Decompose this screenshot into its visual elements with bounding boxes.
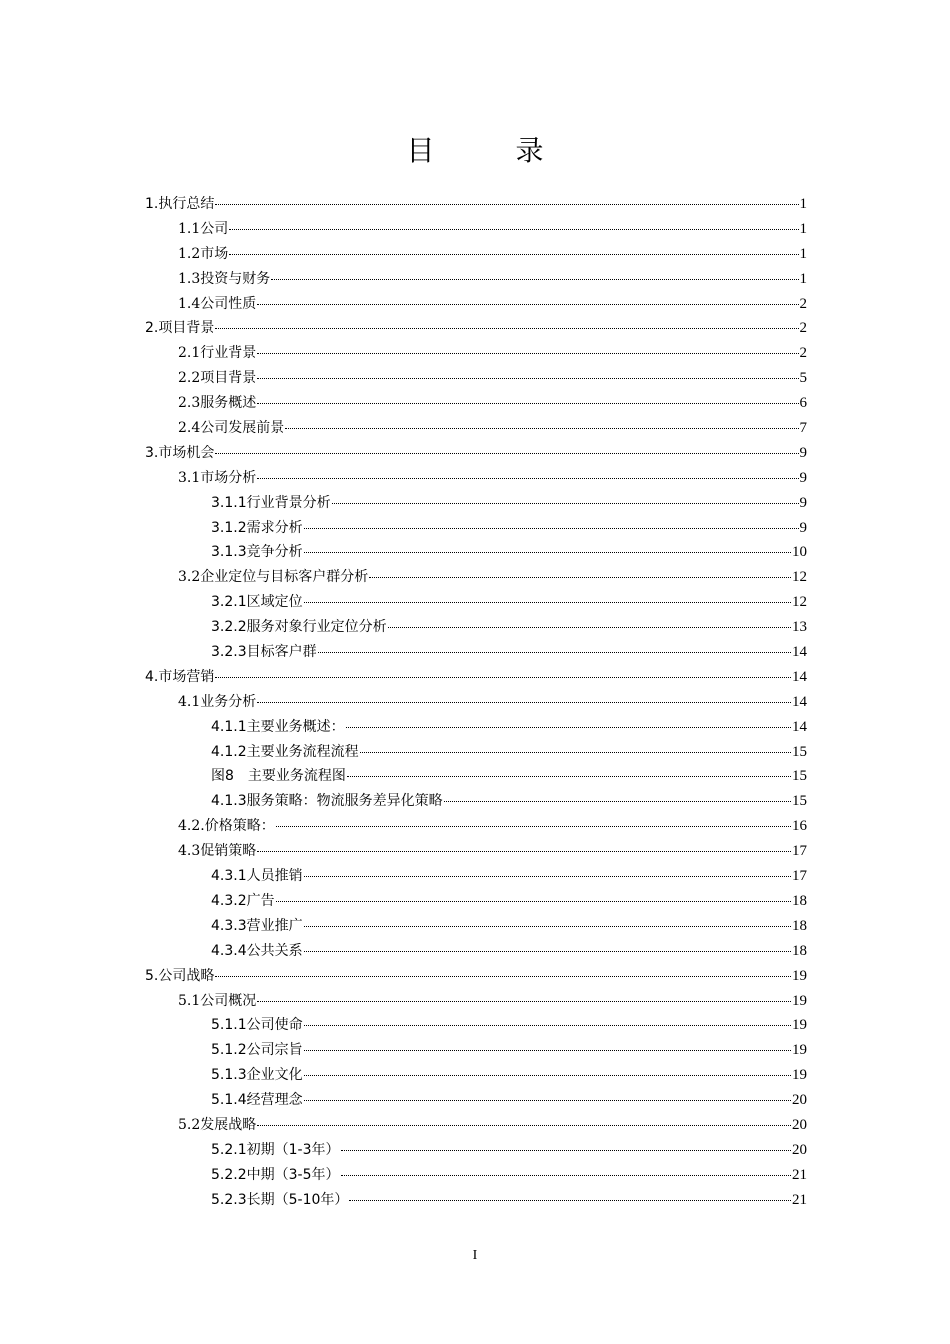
toc-entry-page: 14 (792, 718, 807, 735)
toc-entry-title: 4.3.3营业推广 (211, 917, 303, 934)
toc-entry-title: 3.1.2需求分析 (211, 519, 303, 536)
toc-entry[interactable] (145, 267, 807, 292)
toc-entry-page: 18 (792, 892, 807, 909)
toc-entry[interactable] (145, 341, 807, 366)
toc-entry-page: 14 (792, 668, 807, 685)
toc-entry[interactable] (145, 615, 807, 640)
toc-entry-page: 12 (792, 594, 807, 611)
toc-entry-page: 6 (799, 395, 807, 412)
toc-entry[interactable] (145, 864, 807, 889)
toc-entry-title: 2.3服务概述 (178, 395, 257, 412)
toc-entry-page: 15 (792, 743, 807, 760)
toc-entry-title: 5.1.3企业文化 (211, 1067, 303, 1084)
toc-dot-leader (276, 887, 791, 902)
toc-entry[interactable] (145, 540, 807, 565)
toc-entry[interactable] (145, 1188, 807, 1213)
toc-entry-page: 19 (792, 967, 807, 984)
toc-dot-leader (304, 1011, 791, 1026)
toc-dot-leader (304, 1086, 791, 1101)
toc-dot-leader (304, 912, 791, 927)
toc-dot-leader (271, 265, 798, 280)
toc-entry[interactable] (145, 416, 807, 441)
toc-entry-title: 3.1.3竞争分析 (211, 544, 303, 561)
toc-dot-leader (215, 190, 798, 205)
table-of-contents (145, 192, 807, 1213)
toc-entry-title: 5.2.1初期（1-3年） (211, 1141, 340, 1158)
toc-dot-leader (388, 613, 791, 628)
toc-entry[interactable] (145, 366, 807, 391)
toc-entry-title: 4.3.2广告 (211, 892, 275, 909)
toc-dot-leader (257, 339, 798, 354)
toc-entry-title: 1.3投资与财务 (178, 270, 271, 287)
toc-entry-title: 2.项目背景 (145, 320, 215, 337)
toc-dot-leader (318, 638, 791, 653)
toc-entry-title: 1.执行总结 (145, 196, 215, 212)
toc-entry[interactable] (145, 192, 807, 217)
toc-entry-page: 18 (792, 917, 807, 934)
toc-entry-title: 5.2发展战略 (178, 1116, 257, 1133)
toc-entry[interactable] (145, 441, 807, 466)
toc-entry-title: 5.1.2公司宗旨 (211, 1042, 303, 1059)
toc-dot-leader (304, 937, 791, 952)
toc-entry-title: 4.3.4公共关系 (211, 942, 303, 959)
toc-entry[interactable] (145, 1088, 807, 1113)
toc-entry-page: 9 (799, 444, 807, 461)
toc-entry[interactable] (145, 665, 807, 690)
toc-entry-title: 3.2.3目标客户群 (211, 644, 317, 661)
toc-entry[interactable] (145, 914, 807, 939)
toc-entry-title: 4.市场营销 (145, 668, 215, 685)
toc-dot-leader (257, 464, 798, 479)
toc-dot-leader (257, 389, 798, 404)
toc-dot-leader (346, 713, 791, 728)
toc-entry-page: 19 (792, 1067, 807, 1084)
toc-entry-page: 5 (799, 370, 807, 387)
toc-entry-page: 2 (799, 345, 807, 362)
toc-entry[interactable] (145, 316, 807, 341)
toc-entry-page: 20 (792, 1092, 807, 1109)
toc-entry-title: 3.2.2服务对象行业定位分析 (211, 619, 387, 636)
toc-entry-title: 3.1市场分析 (178, 469, 257, 486)
toc-entry-page: 1 (799, 220, 807, 237)
toc-entry-page: 1 (799, 196, 807, 212)
toc-entry[interactable] (145, 391, 807, 416)
toc-dot-leader (257, 987, 791, 1002)
toc-entry-page: 17 (792, 868, 807, 885)
toc-entry-title: 3.1.1行业背景分析 (211, 494, 331, 511)
toc-entry[interactable] (145, 640, 807, 665)
toc-entry-page: 13 (792, 619, 807, 636)
toc-entry-page: 19 (792, 992, 807, 1009)
toc-entry-page: 18 (792, 942, 807, 959)
toc-dot-leader (257, 837, 791, 852)
toc-dot-leader (349, 1186, 791, 1201)
toc-dot-leader (341, 1136, 792, 1151)
toc-entry[interactable] (145, 989, 807, 1014)
toc-entry[interactable] (145, 565, 807, 590)
toc-entry[interactable] (145, 740, 807, 765)
toc-entry[interactable] (145, 1013, 807, 1038)
toc-entry-page: 1 (799, 245, 807, 262)
toc-entry-page: 21 (792, 1191, 807, 1208)
toc-entry-title: 4.2.价格策略： (178, 818, 275, 835)
toc-dot-leader (369, 563, 791, 578)
toc-dot-leader (229, 215, 798, 230)
toc-entry-title: 2.1行业背景 (178, 345, 257, 362)
toc-dot-leader (285, 414, 798, 429)
toc-dot-leader (257, 688, 791, 703)
toc-entry-title: 4.1.2主要业务流程流程 (211, 743, 359, 760)
toc-entry-page: 19 (792, 1017, 807, 1034)
toc-title: 目 录 (406, 134, 580, 167)
toc-dot-leader (347, 762, 791, 777)
toc-entry-title: 1.2市场 (178, 245, 229, 262)
toc-entry-page: 21 (792, 1166, 807, 1183)
toc-entry-title: 3.2企业定位与目标客户群分析 (178, 569, 369, 586)
toc-entry[interactable] (145, 292, 807, 317)
toc-dot-leader (304, 1036, 791, 1051)
toc-entry[interactable] (145, 1063, 807, 1088)
toc-entry-page: 19 (792, 1042, 807, 1059)
toc-entry[interactable] (145, 1163, 807, 1188)
toc-dot-leader (257, 290, 798, 305)
toc-entry-page: 9 (799, 494, 807, 511)
toc-entry-title: 4.1.3服务策略：物流服务差异化策略 (211, 793, 443, 810)
toc-entry-page: 10 (792, 544, 807, 561)
toc-entry-title: 1.1公司 (178, 220, 229, 237)
toc-entry[interactable] (145, 814, 807, 839)
toc-entry-page: 2 (799, 320, 807, 337)
toc-dot-leader (229, 240, 798, 255)
toc-dot-leader (304, 538, 791, 553)
toc-dot-leader (304, 1061, 791, 1076)
toc-entry-title: 图8 主要业务流程图 (211, 768, 346, 785)
toc-entry-page: 15 (792, 768, 807, 785)
toc-dot-leader (304, 588, 791, 603)
toc-dot-leader (276, 812, 791, 827)
toc-dot-leader (444, 787, 791, 802)
toc-dot-leader (304, 862, 791, 877)
toc-dot-leader (332, 489, 799, 504)
toc-dot-leader (215, 962, 791, 977)
toc-entry[interactable] (145, 491, 807, 516)
toc-entry-page: 2 (799, 295, 807, 312)
toc-entry[interactable] (145, 590, 807, 615)
toc-entry[interactable] (145, 964, 807, 989)
toc-entry-title: 5.2.2中期（3-5年） (211, 1166, 340, 1183)
toc-entry-title: 2.4公司发展前景 (178, 420, 285, 437)
toc-entry[interactable] (145, 690, 807, 715)
toc-entry-page: 14 (792, 644, 807, 661)
toc-entry-page: 15 (792, 793, 807, 810)
toc-dot-leader (360, 738, 791, 753)
toc-entry[interactable] (145, 839, 807, 864)
toc-entry-page: 9 (799, 469, 807, 486)
toc-entry-title: 5.1.1公司使命 (211, 1017, 303, 1034)
toc-entry-title: 5.公司战略 (145, 967, 215, 984)
toc-entry-title: 3.市场机会 (145, 444, 215, 461)
toc-entry-title: 5.1.4经营理念 (211, 1092, 303, 1109)
toc-entry-title: 5.1公司概况 (178, 992, 257, 1009)
toc-entry[interactable] (145, 764, 807, 789)
toc-entry[interactable] (145, 715, 807, 740)
toc-dot-leader (257, 1111, 791, 1126)
toc-entry-title: 4.1业务分析 (178, 693, 257, 710)
toc-entry-page: 7 (799, 420, 807, 437)
toc-entry-title: 5.2.3长期（5-10年） (211, 1191, 349, 1208)
toc-entry[interactable] (145, 889, 807, 914)
toc-entry-page: 16 (792, 818, 807, 835)
toc-entry-page: 17 (792, 843, 807, 860)
toc-entry-page: 20 (792, 1141, 807, 1158)
toc-entry[interactable] (145, 1138, 807, 1163)
toc-dot-leader (257, 364, 798, 379)
toc-dot-leader (215, 663, 791, 678)
toc-dot-leader (341, 1161, 792, 1176)
toc-entry[interactable] (145, 516, 807, 541)
toc-dot-leader (215, 439, 798, 454)
toc-entry[interactable] (145, 242, 807, 267)
toc-entry-title: 4.3.1人员推销 (211, 868, 303, 885)
toc-entry[interactable] (145, 1113, 807, 1138)
toc-entry[interactable] (145, 789, 807, 814)
toc-entry[interactable] (145, 1038, 807, 1063)
toc-dot-leader (215, 314, 798, 329)
toc-entry-title: 2.2项目背景 (178, 370, 257, 387)
toc-entry-page: 12 (792, 569, 807, 586)
toc-entry-title: 4.3促销策略 (178, 843, 257, 860)
toc-entry[interactable] (145, 217, 807, 242)
toc-entry-title: 1.4公司性质 (178, 295, 257, 312)
toc-entry-title: 4.1.1主要业务概述： (211, 718, 345, 735)
toc-entry-page: 20 (792, 1116, 807, 1133)
toc-entry[interactable] (145, 939, 807, 964)
toc-entry-page: 14 (792, 693, 807, 710)
toc-entry-page: 1 (799, 270, 807, 287)
toc-entry-page: 9 (799, 519, 807, 536)
toc-dot-leader (304, 514, 799, 529)
page-number: I (472, 1248, 478, 1263)
toc-entry-title: 3.2.1区域定位 (211, 594, 303, 611)
toc-entry[interactable] (145, 466, 807, 491)
